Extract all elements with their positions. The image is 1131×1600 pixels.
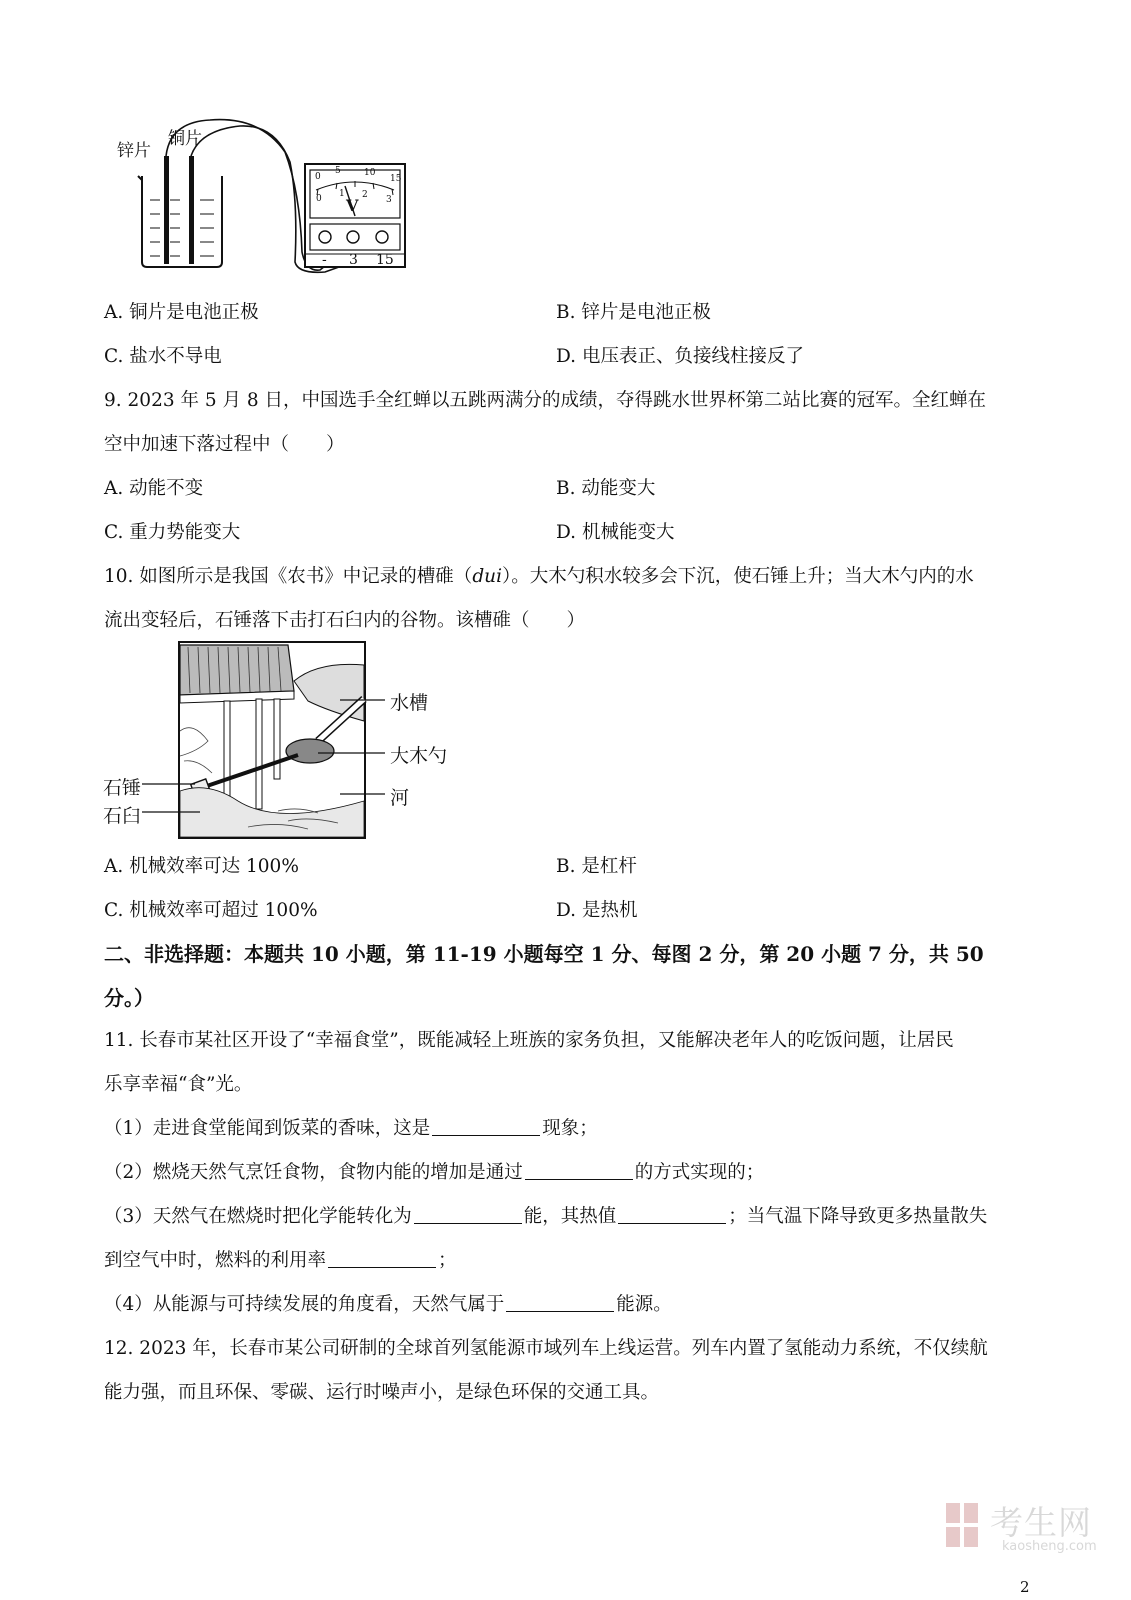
- terminal-negative: -: [322, 252, 327, 268]
- scale-top-5: 5: [335, 166, 341, 176]
- q11-blank-5[interactable]: [328, 1249, 436, 1268]
- q10-option-a[interactable]: A. 机械效率可达 100%: [104, 856, 299, 877]
- copper-label: 铜片: [168, 129, 202, 149]
- q10-option-d[interactable]: D. 是热机: [556, 900, 638, 921]
- scale-top-15: 15: [390, 174, 402, 184]
- q9-stem-line2: 空中加速下落过程中（ ）: [104, 434, 345, 455]
- q8-option-d[interactable]: D. 电压表正、负接线柱接反了: [556, 346, 804, 367]
- q8-option-a[interactable]: A. 铜片是电池正极: [104, 302, 259, 323]
- q8-option-c[interactable]: C. 盐水不导电: [104, 346, 222, 367]
- q11-blank-4[interactable]: [618, 1205, 726, 1224]
- q11-part2: （2）燃烧天然气烹饪食物，食物内能的增加是通过 的方式实现的；: [104, 1162, 765, 1183]
- q11-blank-1[interactable]: [432, 1117, 540, 1136]
- label-stone-hammer: 石锤: [103, 777, 142, 799]
- water-hammer-leaders: [140, 690, 400, 830]
- q11-part3: （3）天然气在燃烧时把化学能转化为 能，其热值 ；当气温下降导致更多热量散失: [104, 1206, 988, 1227]
- watermark: [944, 1497, 1114, 1567]
- voltmeter-symbol: V: [346, 196, 359, 215]
- label-water-trough: 水槽: [390, 692, 429, 714]
- q10-stem-line1: 10. 如图所示是我国《农书》中记录的槽碓（dui）。大木勺积水较多会下沉，使石锤上升；当大木勺内的水: [104, 566, 974, 587]
- label-river: 河: [390, 787, 410, 809]
- label-big-spoon: 大木勺: [390, 745, 448, 767]
- q11-part1: （1）走进食堂能闻到饭菜的香味，这是 现象；: [104, 1118, 598, 1139]
- scale-bottom-2: 2: [362, 190, 368, 200]
- watermark-url: kaosheng.com: [1002, 1539, 1097, 1554]
- q10-option-c[interactable]: C. 机械效率可超过 100%: [104, 900, 318, 921]
- q9-option-b[interactable]: B. 动能变大: [556, 478, 656, 499]
- q11-blank-3[interactable]: [414, 1205, 522, 1224]
- terminal-15: 15: [376, 252, 394, 268]
- scale-top-10: 10: [364, 168, 376, 178]
- q12-stem-line2: 能力强，而且环保、零碳、运行时噪声小，是绿色环保的交通工具。: [104, 1382, 660, 1403]
- watermark-text: 考生网: [990, 1503, 1092, 1542]
- scale-bottom-0: 0: [316, 194, 322, 204]
- label-stone-mortar: 石臼: [103, 805, 142, 827]
- q9-option-d[interactable]: D. 机械能变大: [556, 522, 675, 543]
- q12-stem-line1: 12. 2023 年，长春市某公司研制的全球首列氢能源市域列车上线运营。列车内置了氢能动力系统，不仅续航: [104, 1338, 988, 1359]
- q8-option-b[interactable]: B. 锌片是电池正极: [556, 302, 711, 323]
- q11-part4: （4）从能源与可持续发展的角度看，天然气属于 能源。: [104, 1294, 672, 1315]
- battery-voltmeter-figure: [110, 112, 420, 277]
- section2-heading-line1: 二、非选择题：本题共 10 小题，第 11-19 小题每空 1 分、每图 2 分，第 20 小题 7 分，共 50: [104, 942, 984, 966]
- q9-option-a[interactable]: A. 动能不变: [104, 478, 204, 499]
- q11-stem-line2: 乐享幸福“食”光。: [104, 1074, 253, 1095]
- page-number: 2: [1020, 1578, 1030, 1596]
- scale-bottom-1: 1: [339, 189, 345, 199]
- q11-part3-line2: 到空气中时，燃料的利用率 ；: [104, 1250, 457, 1271]
- q10-option-b[interactable]: B. 是杠杆: [556, 856, 637, 877]
- q9-option-c[interactable]: C. 重力势能变大: [104, 522, 241, 543]
- watermark-logo-icon: [944, 1501, 980, 1549]
- scale-bottom-3: 3: [386, 195, 392, 205]
- section2-heading-line2: 分。）: [104, 986, 154, 1010]
- scale-top-0: 0: [315, 172, 321, 182]
- q10-stem-line2: 流出变轻后，石锤落下击打石臼内的谷物。该槽碓（ ）: [104, 610, 586, 631]
- q11-blank-6[interactable]: [506, 1293, 614, 1312]
- q9-stem-line1: 9. 2023 年 5 月 8 日，中国选手全红蝉以五跳两满分的成绩，夺得跳水世界杯第二站比赛的冠军。全红蝉在: [104, 390, 987, 411]
- q11-stem-line1: 11. 长春市某社区开设了“幸福食堂”，既能减轻上班族的家务负担，又能解决老年人的吃饭问题，让居民: [104, 1030, 954, 1051]
- zinc-label: 锌片: [117, 141, 151, 161]
- q11-blank-2[interactable]: [525, 1161, 633, 1180]
- terminal-3: 3: [349, 252, 358, 268]
